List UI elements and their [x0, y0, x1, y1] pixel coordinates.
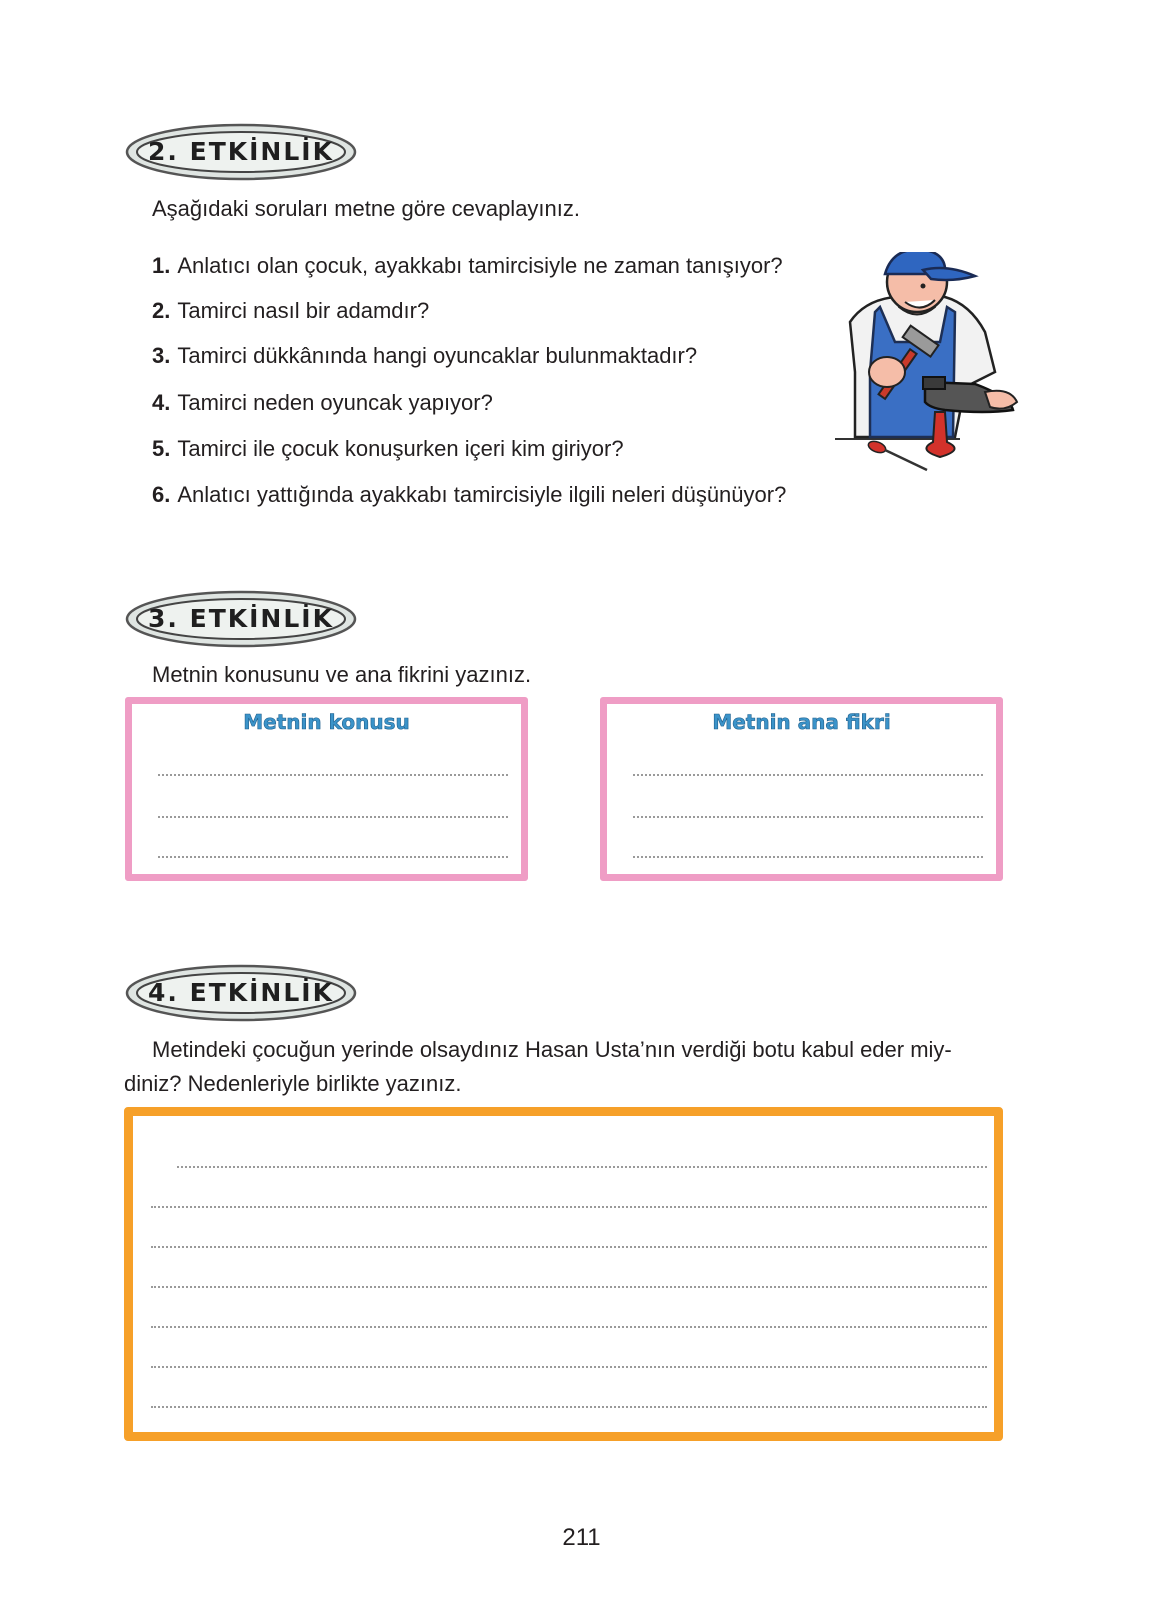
question-2: 2. Tamirci nasıl bir adamdır? [152, 298, 430, 323]
activity-4-instruction-line1: Metindeki çocuğun yerinde olsaydınız Hasan Usta’nın verdiği botu kabul eder miy- [152, 1037, 952, 1062]
topic-box [125, 697, 528, 881]
activity-3-label: 3. ETKİNLİK [148, 604, 334, 633]
main-idea-box-title: Metnin ana fikri [712, 710, 891, 734]
activity-2-label: 2. ETKİNLİK [148, 137, 334, 166]
answer-line[interactable] [633, 856, 983, 858]
topic-box-title: Metnin konusu [243, 710, 410, 734]
page-number: 211 [562, 1524, 601, 1551]
answer-line[interactable] [151, 1406, 987, 1408]
main-idea-box [600, 697, 1003, 881]
question-1: 1. Anlatıcı olan çocuk, ayakkabı tamircisiyle ne zaman tanışıyor? [152, 253, 783, 278]
answer-box [124, 1107, 1003, 1441]
answer-line[interactable] [158, 774, 508, 776]
activity-3-instruction: Metnin konusunu ve ana fikrini yazınız. [152, 662, 532, 687]
answer-line[interactable] [158, 816, 508, 818]
question-6: 6. Anlatıcı yattığında ayakkabı tamircisiyle ilgili neleri düşünüyor? [152, 482, 787, 507]
activity-2-instruction: Aşağıdaki soruları metne göre cevaplayınız. [152, 196, 581, 221]
shoemaker-illustration [835, 252, 1020, 482]
answer-line[interactable] [177, 1166, 987, 1168]
activity-4-instruction-line2: diniz? Nedenleriyle birlikte yazınız. [124, 1071, 462, 1096]
activity-4-badge [124, 963, 358, 1023]
activity-3-badge [124, 589, 358, 649]
answer-line[interactable] [633, 774, 983, 776]
question-4: 4. Tamirci neden oyuncak yapıyor? [152, 390, 493, 415]
activity-4-label: 4. ETKİNLİK [148, 978, 334, 1007]
answer-line[interactable] [151, 1326, 987, 1328]
answer-line[interactable] [151, 1246, 987, 1248]
question-5: 5. Tamirci ile çocuk konuşurken içeri kim giriyor? [152, 436, 624, 461]
answer-line[interactable] [633, 816, 983, 818]
answer-line[interactable] [151, 1206, 987, 1208]
question-3: 3. Tamirci dükkânında hangi oyuncaklar bulunmaktadır? [152, 343, 698, 368]
shoemaker-icon [835, 252, 1020, 477]
answer-line[interactable] [151, 1366, 987, 1368]
answer-line[interactable] [158, 856, 508, 858]
activity-2-badge [124, 122, 358, 182]
answer-line[interactable] [151, 1286, 987, 1288]
